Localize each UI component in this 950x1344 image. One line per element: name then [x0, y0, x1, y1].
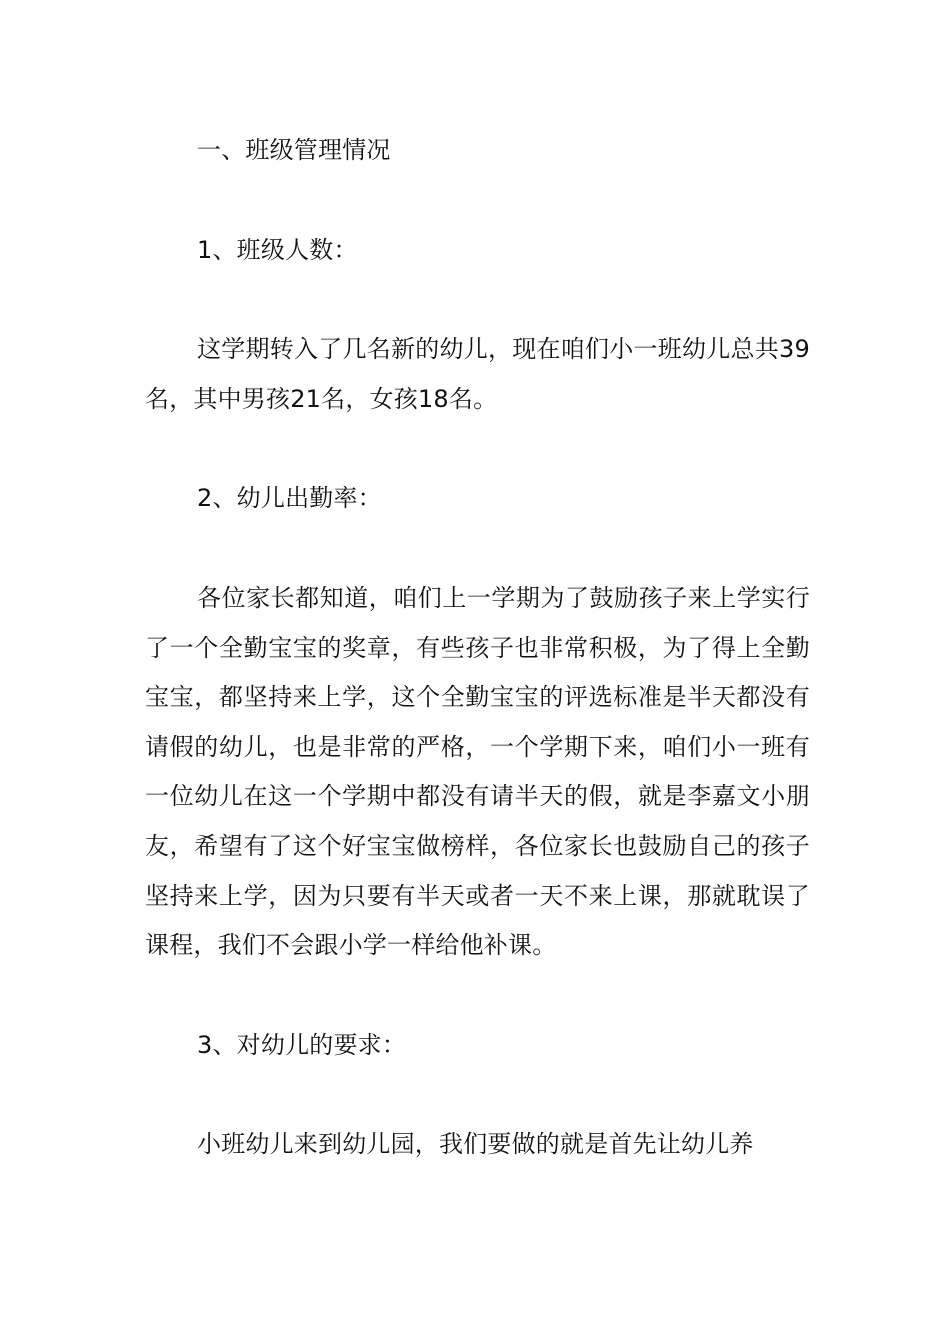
paragraph-spacer [145, 176, 810, 226]
paragraph-attendance: 各位家长都知道，咱们上一学期为了鼓励孩子来上学实行了一个全勤宝宝的奖章，有些孩子也非常积极，为了得上全勤宝宝，都坚持来上学，这个全勤宝宝的评选标准是半天都没有请假的幼儿，也是非常的严格，一个学期下来，咱们小一班有一位幼儿在这一个学期中都没有请半天的假，就是李嘉文小朋友，希望有了这个好宝宝做榜样，各位家长也鼓励自己的孩子坚持来上学，因为只要有半天或者一天不来上课，那就耽误了课程，我们不会跟小学一样给他补课。 [145, 583, 810, 960]
paragraph-class-size: 这学期转入了几名新的幼儿，现在咱们小一班幼儿总共39名，其中男孩21名，女孩18名。 [145, 335, 810, 413]
paragraph-spacer [145, 1070, 810, 1120]
subsection-heading-requirements: 3、对幼儿的要求： [197, 1030, 407, 1059]
paragraph-spacer [145, 424, 810, 474]
document-body [145, 126, 810, 1170]
paragraph-spacer [145, 275, 810, 325]
paragraph-requirements: 小班幼儿来到幼儿园，我们要做的就是首先让幼儿养 [197, 1130, 754, 1159]
paragraph-spacer [145, 524, 810, 574]
paragraph-spacer [145, 971, 810, 1021]
subsection-heading-class-size: 1、班级人数： [197, 235, 358, 264]
section-heading: 一、班级管理情况 [197, 136, 391, 164]
subsection-heading-attendance: 2、幼儿出勤率： [197, 484, 382, 513]
